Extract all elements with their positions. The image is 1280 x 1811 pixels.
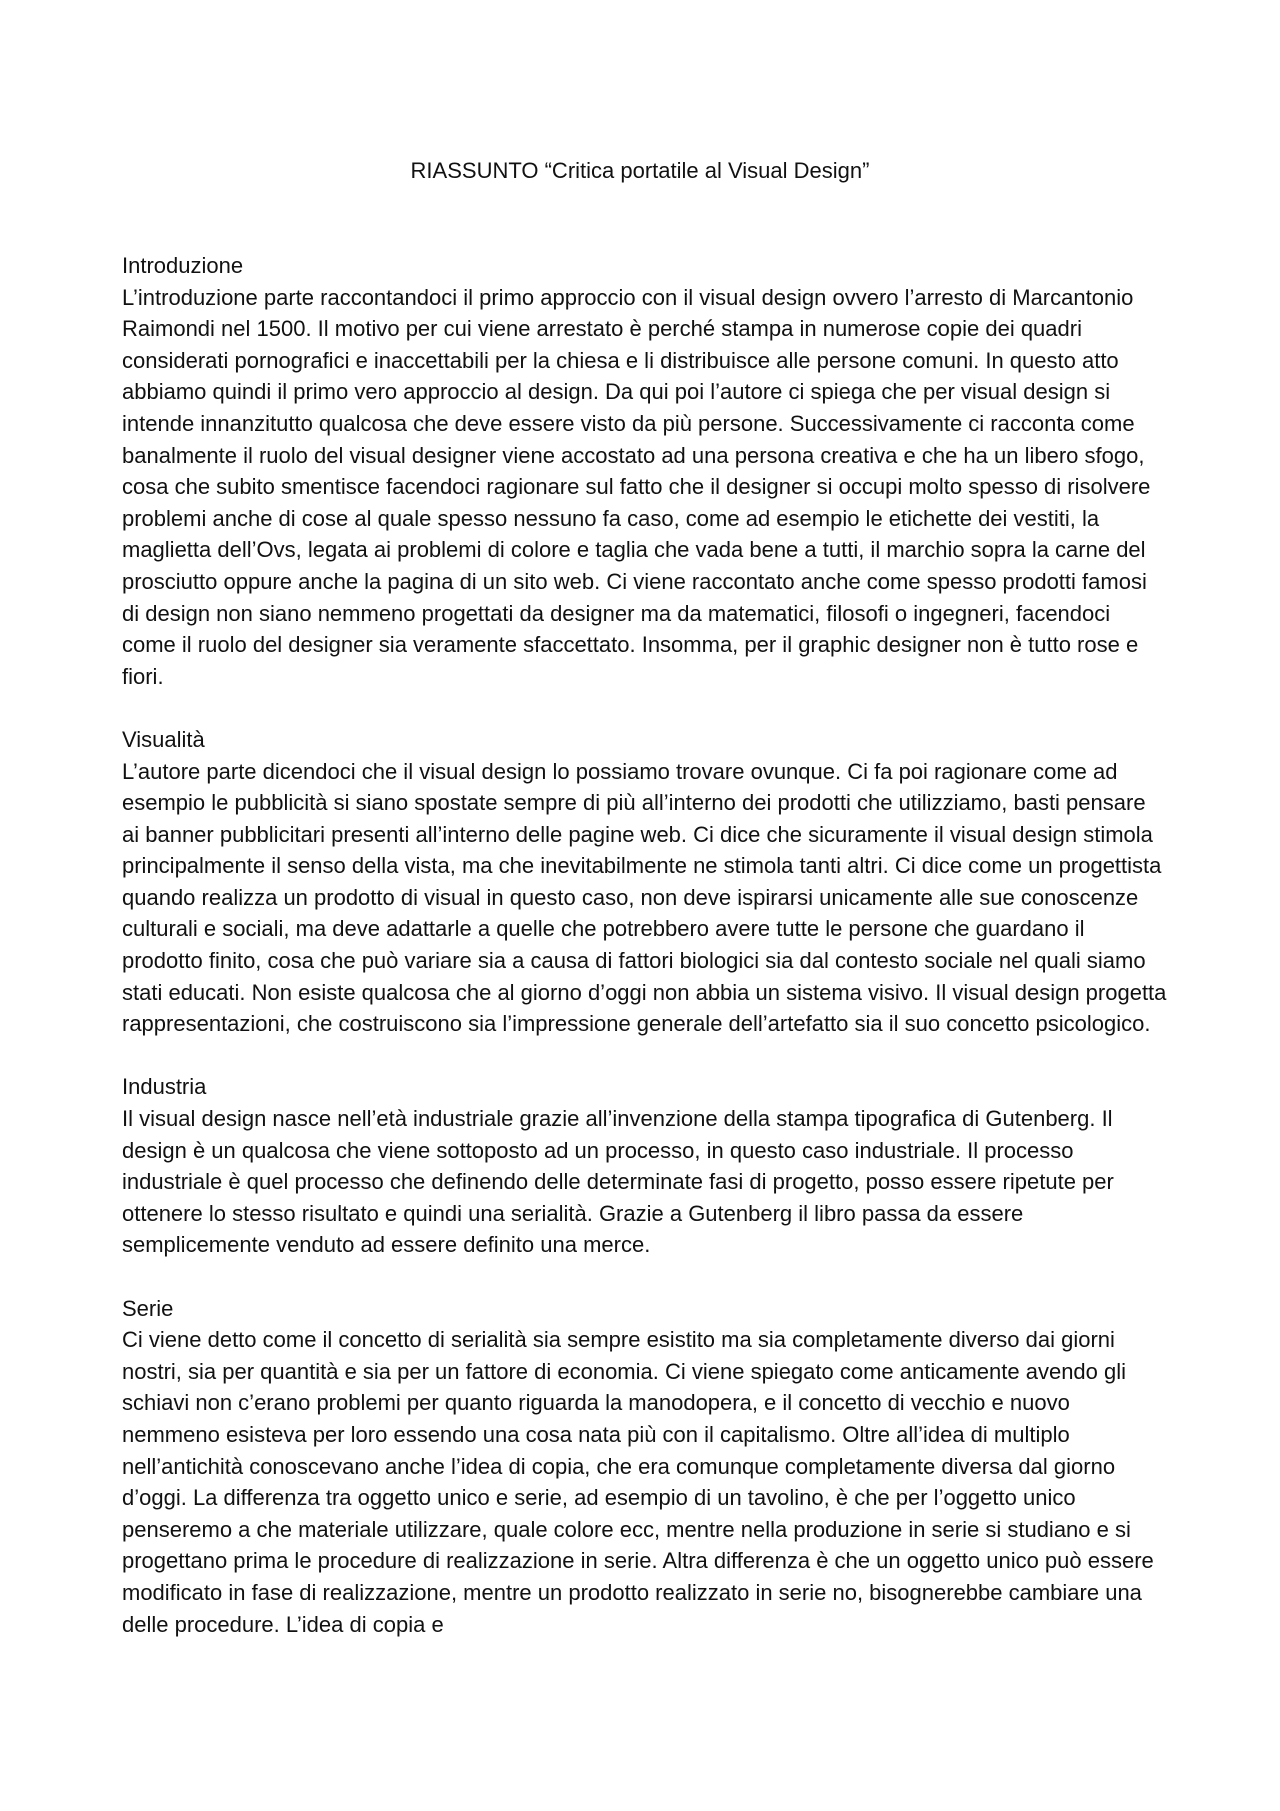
section-introduzione	[122, 250, 1167, 692]
section-heading: Serie	[122, 1295, 174, 1321]
section-heading: Industria	[122, 1074, 207, 1100]
document-body	[122, 250, 1167, 1672]
section-paragraph: Ci viene detto come il concetto di serialità sia sempre esistito ma sia completamente diverso dai giorni nostri, sia per quantità e sia per un fattore di economia. Ci viene spiegato come anticamente avendo gli schiavi non c’erano problemi per quanto riguarda la manodopera, e il concetto di vecchio e nuovo nemmeno esisteva per loro essendo una cosa nata più con il capitalismo. Oltre all’idea di multiplo nell’antichità conoscevano anche l’idea di copia, che era comunque completamente diversa dal giorno d’oggi. La differenza tra oggetto unico e serie, ad esempio di un tavolino, è che per l’oggetto unico penseremo a che materiale utilizzare, quale colore ecc, mentre nella produzione in serie si studiano e si progettano prima le procedure di realizzazione in serie. Altra differenza è che un oggetto unico può essere modificato in fase di realizzazione, mentre un prodotto realizzato in serie no, bisognerebbe cambiare una delle procedure. L’idea di copia e	[122, 1327, 1154, 1637]
section-paragraph: Il visual design nasce nell’età industriale grazie all’invenzione della stampa tipografica di Gutenberg. Il design è un qualcosa che viene sottoposto ad un processo, in questo caso industriale. Il processo industriale è quel processo che definendo delle determinate fasi di progetto, posso essere ripetute per ottenere lo stesso risultato e quindi una serialità. Grazie a Gutenberg il libro passa da essere semplicemente venduto ad essere definito una merce.	[122, 1106, 1114, 1258]
section-serie	[122, 1293, 1167, 1641]
section-visualita	[122, 724, 1167, 1040]
section-heading: Visualità	[122, 726, 205, 752]
section-paragraph: L’autore parte dicendoci che il visual design lo possiamo trovare ovunque. Ci fa poi ragionare come ad esempio le pubblicità si siano spostate sempre di più all’interno dei prodotti che utilizziamo, basti pensare ai banner pubblicitari presenti all’interno delle pagine web. Ci dice che sicuramente il visual design stimola principalmente il senso della vista, ma che inevitabilmente ne stimola tanti altri. Ci dice come un progettista quando realizza un prodotto di visual in questo caso, non deve ispirarsi unicamente alle sue conoscenze culturali e sociali, ma deve adattarle a quelle che potrebbero avere tutte le persone che guardano il prodotto finito, cosa che può variare sia a causa di fattori biologici sia dal contesto sociale nel quali siamo stati educati. Non esiste qualcosa che al giorno d’oggi non abbia un sistema visivo. Il visual design progetta rappresentazioni, che costruiscono sia l’impressione generale dell’artefatto sia il suo concetto psicologico.	[122, 758, 1167, 1037]
section-heading: Introduzione	[122, 253, 244, 278]
section-paragraph: L’introduzione parte raccontandoci il primo approccio con il visual design ovvero l’arresto di Marcantonio Raimondi nel 1500. Il motivo per cui viene arrestato è perché stampa in numerose copie dei quadri considerati pornografici e inaccettabili per la chiesa e li distribuisce alle persone comuni. In questo atto abbiamo quindi il primo vero approccio al design. Da qui poi l’autore ci spiega che per visual design si intende innanzitutto qualcosa che deve essere visto da più persone. Successivamente ci racconta come banalmente il ruolo del visual designer viene accostato ad una persona creativa e che ha un libero sfogo, cosa che subito smentisce facendoci ragionare sul fatto che il designer si occupi molto spesso di risolvere problemi anche di cose al quale spesso nessuno fa caso, come ad esempio le etichette dei vestiti, la maglietta dell’Ovs, legata ai problemi di colore e taglia che vada bene a tutti, il marchio sopra la carne del prosciutto oppure anche la pagina di un sito web. Ci viene raccontato anche come spesso prodotti famosi di design non siano nemmeno progettati da designer ma da matematici, filosofi o ingegneri, facendoci come il ruolo del designer sia veramente sfaccettato. Insomma, per il graphic designer non è tutto rose e fiori.	[122, 284, 1151, 689]
document-title: RIASSUNTO “Critica portatile al Visual Design”	[410, 158, 870, 183]
section-industria	[122, 1071, 1167, 1261]
